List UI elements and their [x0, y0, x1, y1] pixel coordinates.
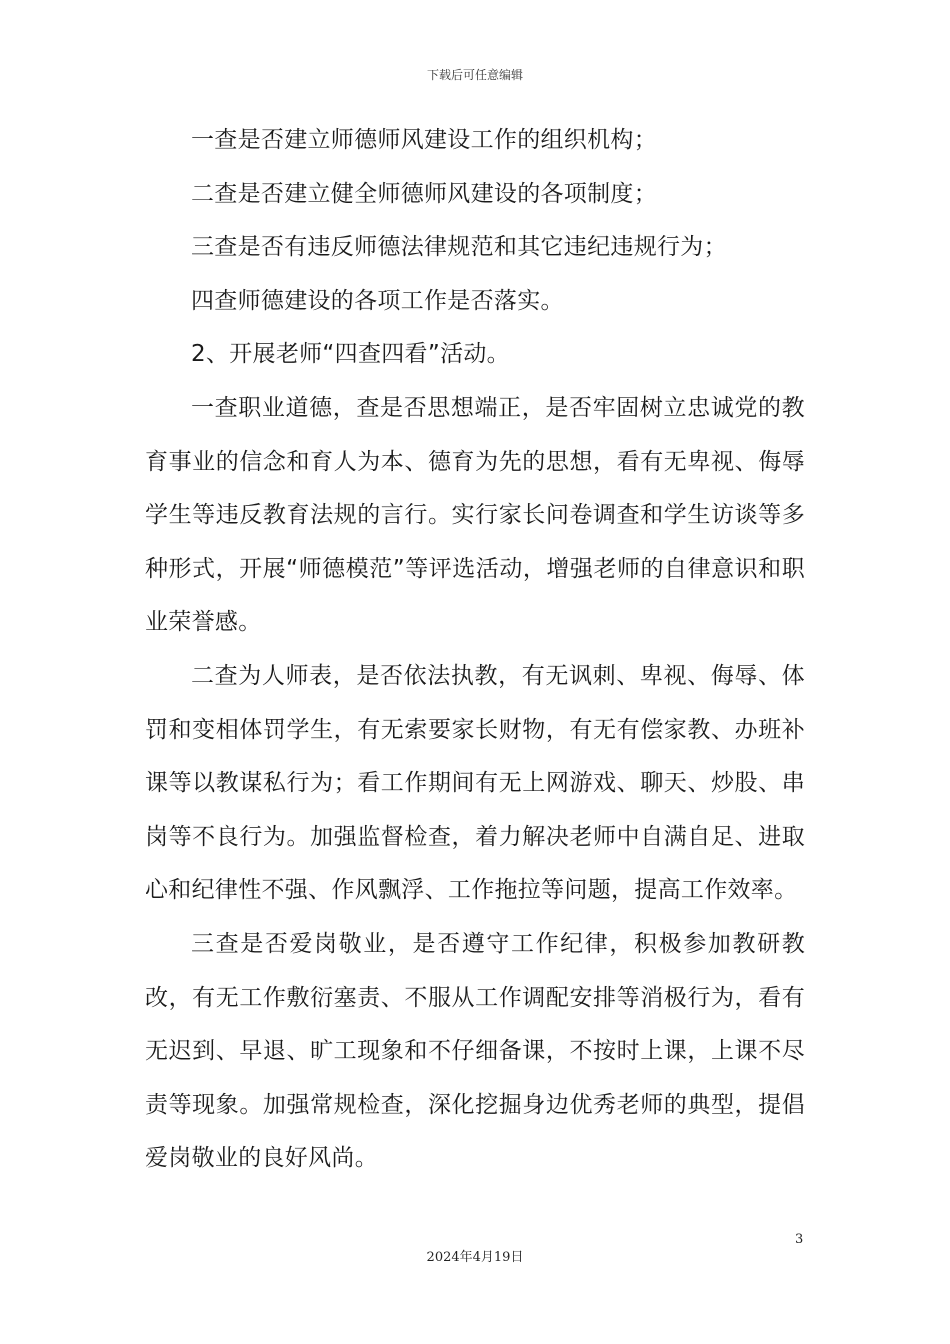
- page-header: 下载后可任意编辑: [426, 68, 523, 82]
- body-text: [145, 114, 805, 1186]
- paragraph: 一查职业道德，查是否思想端正，是否牢固树立忠诚党的教育事业的信念和育人为本、德育为先的思想，看有无卑视、侮辱学生等违反教育法规的言行。实行家长问卷调查和学生访谈等多种形式，开展“师德模范”等评选活动，增强老师的自律意识和职业荣誉感。: [145, 394, 805, 636]
- section-heading: 2、开展老师“四查四看”活动。: [191, 341, 510, 368]
- paragraph: 二查为人师表，是否依法执教，有无讽刺、卑视、侮辱、体罚和变相体罚学生，有无索要家长财物，有无有偿家教、办班补课等以教谋私行为；看工作期间有无上网游戏、聊天、炒股、串岗等不良行为。加强监督检查，着力解决老师中自满自足、进取心和纪律性不强、作风飘浮、工作拖拉等问题，提高工作效率。: [145, 662, 805, 904]
- paragraph: 三查是否爱岗敬业，是否遵守工作纪律，积极参加教研教改，有无工作敷衍塞责、不服从工作调配安排等消极行为，看有无迟到、早退、旷工现象和不仔细备课，不按时上课，上课不尽责等现象。加强常规检查，深化挖掘身边优秀老师的典型，提倡爱岗敬业的良好风尚。: [145, 930, 805, 1172]
- paragraph: 一查是否建立师德师风建设工作的组织机构；: [191, 127, 657, 153]
- paragraph: 四查师德建设的各项工作是否落实。: [191, 287, 564, 314]
- paragraph: 三查是否有违反师德法律规范和其它违纪违规行为；: [191, 234, 727, 261]
- paragraph: 二查是否建立健全师德师风建设的各项制度；: [191, 180, 657, 207]
- page-number: 3: [795, 1232, 804, 1247]
- footer-date: 2024年4月19日: [426, 1250, 524, 1265]
